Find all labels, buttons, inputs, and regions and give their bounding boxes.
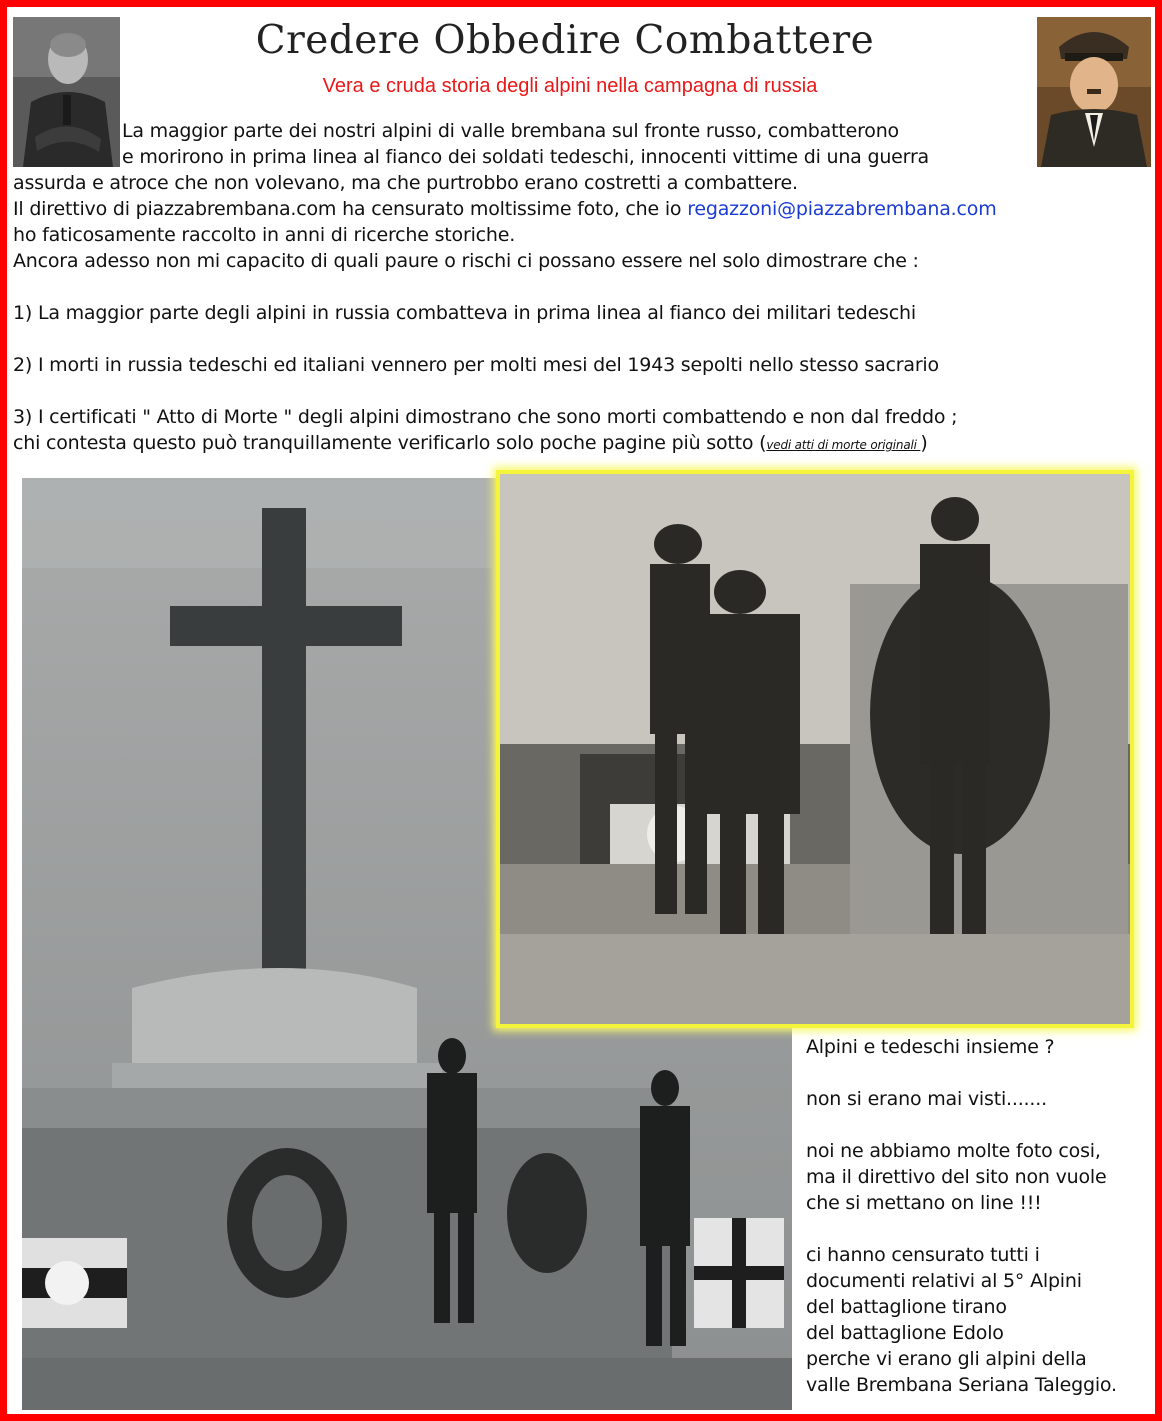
point-3-line-2-close: ) [920, 432, 928, 454]
caption-line: valle Brembana Seriana Taleggio. [806, 1374, 1117, 1396]
caption-line: documenti relativi al 5° Alpini [806, 1270, 1082, 1292]
caption-line: Alpini e tedeschi insieme ? [806, 1036, 1055, 1058]
alpini-and-germans-photo [496, 470, 1134, 1028]
intro-line-6: Ancora adesso non mi capacito di quali paure o rischi ci possano essere nel solo dimostrare che : [13, 250, 919, 272]
portrait-left-image [13, 17, 120, 167]
caption-line: noi ne abbiamo molte foto cosi, [806, 1140, 1101, 1162]
caption-line: non si erano mai visti....... [806, 1088, 1047, 1110]
caption-line: ma il direttivo del sito non vuole [806, 1166, 1107, 1188]
intro-line-3: assurda e atroce che non volevano, ma che purtrobbo erano costretti a combattere. [13, 172, 798, 194]
intro-line-2: e morirono in prima linea al fianco dei soldati tedeschi, innocenti vittime di una guerra [122, 146, 929, 168]
point-2: 2) I morti in russia tedeschi ed italiani vennero per molti mesi del 1943 sepolti nello stesso sacrario [13, 354, 939, 376]
caption-line [806, 1060, 1156, 1086]
email-link[interactable]: regazzoni@piazzabrembana.com [687, 198, 997, 220]
caption-line: del battaglione tirano [806, 1296, 1007, 1318]
death-records-link[interactable]: vedi atti di morte originali [766, 438, 921, 452]
caption-line: perche vi erano gli alpini della [806, 1348, 1087, 1370]
portrait-right-image [1037, 17, 1151, 167]
point-3-line-2-text: chi contesta questo può tranquillamente verificarlo solo poche pagine più sotto ( [13, 432, 767, 454]
intro-line-4 [13, 196, 997, 222]
page-title: Credere Obbedire Combattere [255, 18, 875, 63]
caption-line: del battaglione Edolo [806, 1322, 1004, 1344]
point-1: 1) La maggior parte degli alpini in russia combatteva in prima linea al fianco dei militari tedeschi [13, 302, 916, 324]
page-subtitle: Vera e cruda storia degli alpini nella campagna di russia [322, 75, 818, 97]
intro-line-4-text: Il direttivo di piazzabrembana.com ha censurato moltissime foto, che io [13, 198, 688, 220]
intro-line-1: La maggior parte dei nostri alpini di valle brembana sul fronte russo, combatterono [122, 120, 899, 142]
caption-line: che si mettano on line !!! [806, 1192, 1042, 1214]
point-3-line-1: 3) I certificati " Atto di Morte " degli alpini dimostrano che sono morti combattendo e non dal freddo ; [13, 406, 958, 428]
point-3-line-2 [13, 430, 928, 458]
caption-line [806, 1112, 1156, 1138]
caption-line: ci hanno censurato tutti i [806, 1244, 1040, 1266]
caption-line [806, 1216, 1156, 1242]
intro-line-5: ho faticosamente raccolto in anni di ricerche storiche. [13, 224, 516, 246]
photo-caption [806, 1034, 1156, 1398]
